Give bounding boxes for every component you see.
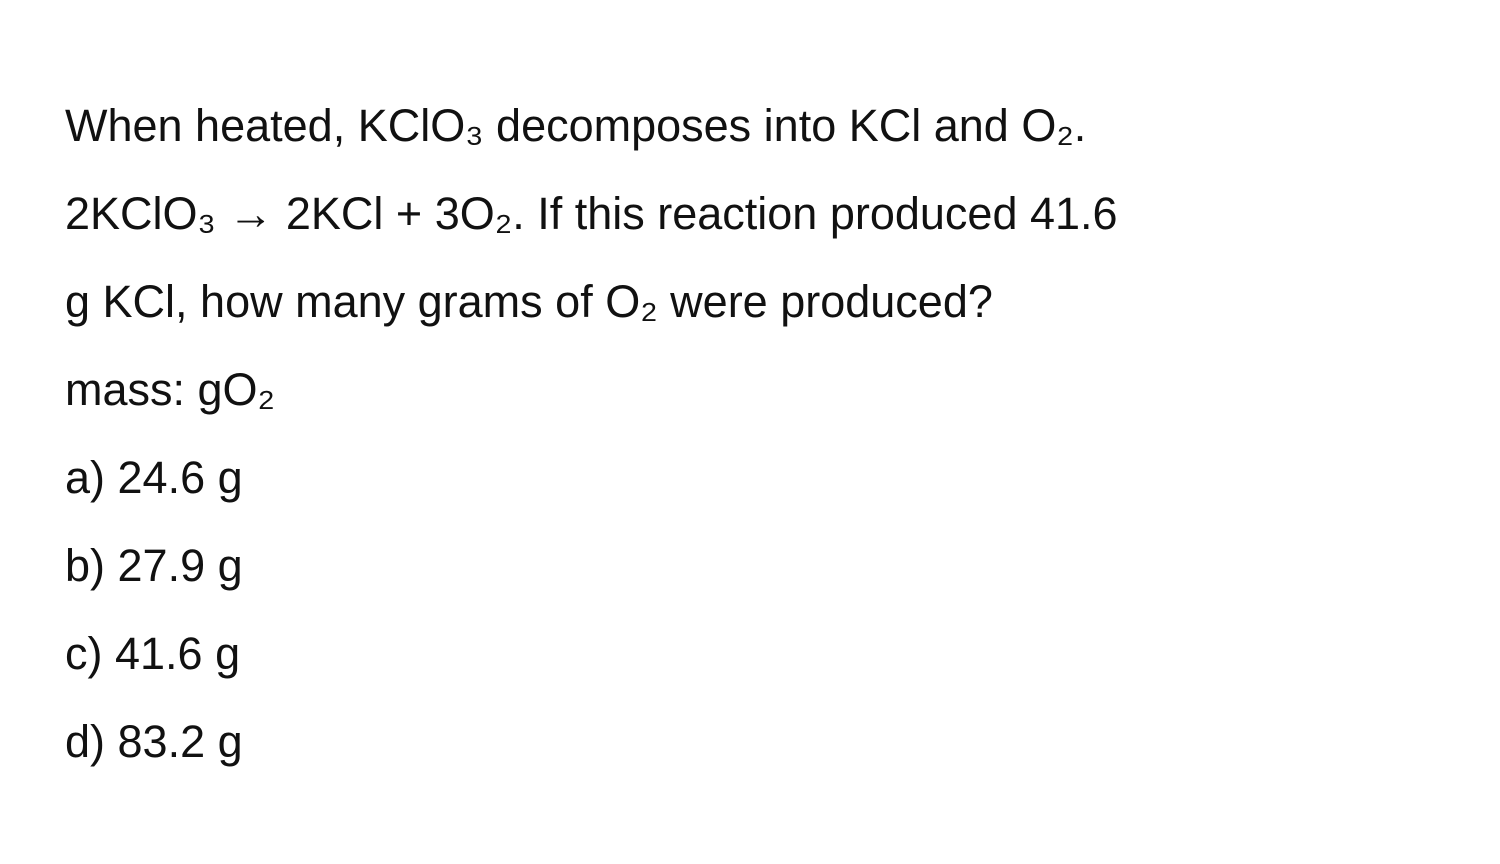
option-b[interactable]: b) 27.9 g (65, 540, 243, 591)
question-line-3: g KCl, how many grams of O₂ were produced? (65, 276, 993, 327)
option-d[interactable]: d) 83.2 g (65, 716, 243, 767)
answer-prompt: mass: gO₂ (65, 364, 276, 415)
question-line-2: 2KClO₃ → 2KCl + 3O₂. If this reaction produced 41.6 (65, 188, 1118, 239)
option-c[interactable]: c) 41.6 g (65, 628, 241, 679)
question-line-1: When heated, KClO₃ decomposes into KCl and O₂. (65, 100, 1087, 151)
option-a[interactable]: a) 24.6 g (65, 452, 243, 503)
question-block (65, 82, 1465, 786)
